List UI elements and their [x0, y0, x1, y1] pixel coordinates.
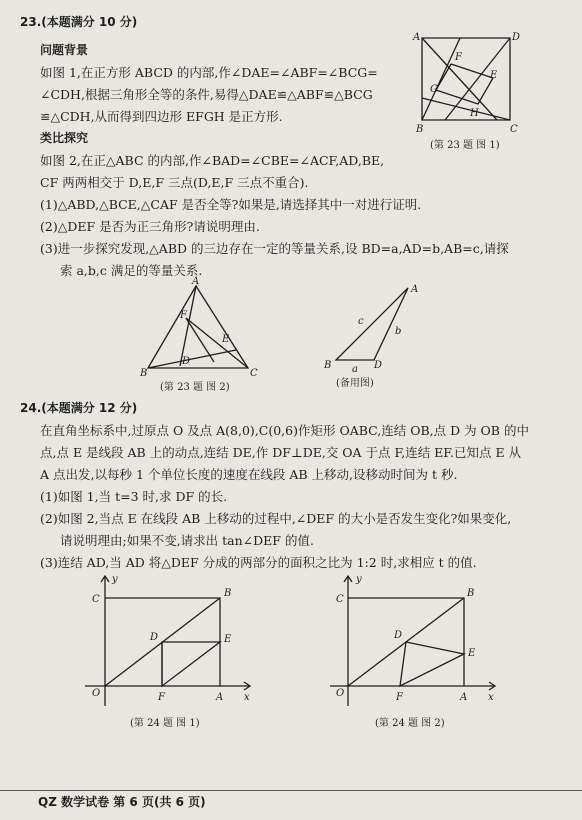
fig24-2-label-D: D [394, 630, 403, 641]
fig24-1-label-F: F [158, 692, 165, 703]
fig24-2-label-x: x [488, 692, 494, 703]
q23-section-background: 问题背景 [40, 43, 89, 57]
fig24-1-label-O: O [92, 688, 101, 699]
q23-question-3-line1: (3)进一步探究发现,△ABD 的三边存在一定的等量关系,设 BD=a,AD=b,AB=c,请探 [40, 241, 509, 256]
fig23-2-label-F: F [180, 310, 187, 321]
fig23-1-label-H: H [470, 108, 479, 119]
fig24-1-label-x: x [244, 692, 250, 703]
fig23-spare-label-A: A [411, 284, 419, 295]
fig24-2-label-O: O [336, 688, 345, 699]
q23-question-1: (1)△ABD,△BCE,△CAF 是否全等?如果是,请选择其中一对进行证明. [40, 197, 422, 212]
q23-question-2: (2)△DEF 是否为正三角形?请说明理由. [40, 219, 260, 234]
fig24-2-label-y: y [356, 574, 362, 585]
fig23-spare-label-D: D [374, 360, 383, 371]
q24-line1: 在直角坐标系中,过原点 O 及点 A(8,0),C(0,6)作矩形 OABC,连结 OB,点 D 为 OB 的中 [40, 423, 529, 438]
fig23-1-label-D: D [512, 32, 521, 43]
q24-question-2-line1: (2)如图 2,当点 E 在线段 AB 上移动的过程中,∠DEF 的大小是否发生变化?如果变化, [40, 511, 512, 526]
fig24-1-label-C: C [92, 594, 100, 605]
fig23-1-label-F: F [455, 52, 462, 63]
fig24-2-caption: (第 24 题 图 2) [375, 718, 445, 729]
fig23-2-label-B: B [140, 368, 148, 379]
fig23-1-label-G: G [430, 84, 438, 95]
fig24-1-caption: (第 24 题 图 1) [130, 718, 200, 729]
q24-question-3: (3)连结 AD,当 AD 将△DEF 分成的两部分的面积之比为 1:2 时,求相应 t 的值. [40, 555, 477, 570]
q23-bg-line1: 如图 1,在正方形 ABCD 的内部,作∠DAE=∠ABF=∠BCG= [40, 65, 378, 80]
fig24-1-label-D: D [150, 632, 159, 643]
fig24-2-label-C: C [336, 594, 344, 605]
fig24-2-label-E: E [468, 648, 476, 659]
q24-header: 24.(本题满分 12 分) [20, 401, 138, 415]
fig24-1-label-B: B [224, 588, 232, 599]
fig24-2-label-F: F [396, 692, 403, 703]
q23-an-line2: CF 两两相交于 D,E,F 三点(D,E,F 三点不重合). [40, 175, 309, 190]
fig23-2-label-A: A [192, 276, 200, 287]
q23-header: 23.(本题满分 10 分) [20, 15, 138, 29]
q24-question-1: (1)如图 1,当 t=3 时,求 DF 的长. [40, 489, 228, 504]
fig23-spare-caption: (备用图) [336, 378, 374, 389]
fig23-spare-label-c: c [358, 316, 364, 327]
fig23-2-label-D: D [182, 356, 191, 367]
fig23-1-label-E: E [490, 70, 498, 81]
q24-line2: 点,点 E 是线段 AB 上的动点,连结 DE,作 DF⊥DE,交 OA 于点 F,连结 EF.已知点 E 从 [40, 445, 522, 460]
fig24-2-label-B: B [467, 588, 475, 599]
q24-question-2-line2: 请说明理由;如果不变,请求出 tan∠DEF 的值. [60, 533, 314, 548]
fig23-2-caption: (第 23 题 图 2) [160, 382, 230, 393]
fig23-2-label-C: C [250, 368, 258, 379]
q24-line3: A 点出发,以每秒 1 个单位长度的速度在线段 AB 上移动,设移动时间为 t 秒. [40, 467, 458, 482]
fig24-2-label-A: A [460, 692, 468, 703]
q23-section-analog: 类比探究 [40, 131, 89, 145]
fig23-1-label-B: B [416, 124, 424, 135]
fig23-1-label-A: A [413, 32, 421, 43]
fig23-2-label-E: E [222, 334, 230, 345]
fig23-spare-label-B: B [324, 360, 332, 371]
fig24-1-label-y: y [112, 574, 118, 585]
fig23-1-label-C: C [510, 124, 518, 135]
q23-bg-line2: ∠CDH,根据三角形全等的条件,易得△DAE≌△ABF≌△BCG [40, 87, 373, 102]
q23-question-3-line2: 索 a,b,c 满足的等量关系. [60, 263, 203, 278]
footer-rule [0, 790, 582, 791]
fig24-1-label-A: A [216, 692, 224, 703]
fig23-1-caption: (第 23 题 图 1) [430, 140, 500, 151]
q23-an-line1: 如图 2,在正△ABC 的内部,作∠BAD=∠CBE=∠ACF,AD,BE, [40, 153, 385, 168]
fig23-spare-label-b: b [395, 326, 402, 337]
fig24-1-label-E: E [224, 634, 232, 645]
q23-bg-line3: ≌△CDH,从而得到四边形 EFGH 是正方形. [40, 109, 283, 124]
footer-text: QZ 数学试卷 第 6 页(共 6 页) [38, 795, 206, 809]
fig23-spare-label-a: a [352, 364, 358, 375]
